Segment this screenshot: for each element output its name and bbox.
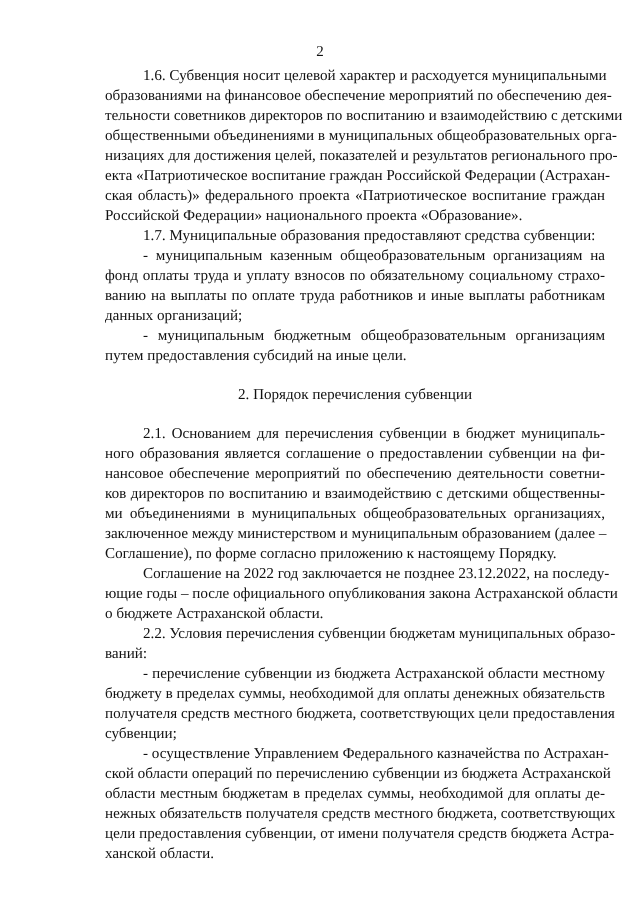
paragraph-line: екта «Патриотическое воспитание граждан Российской Федерации (Астрахан- bbox=[105, 168, 611, 184]
paragraph-line: Соглашение), по форме согласно приложению к настоящему Порядку. bbox=[105, 546, 557, 562]
paragraph-line: 2.2. Условия перечисления субвенции бюджетам муниципальных образо- bbox=[143, 626, 616, 642]
paragraph-line: - муниципальным бюджетным общеобразовательным организациям bbox=[143, 328, 605, 344]
paragraph-line: о бюджете Астраханской области. bbox=[105, 606, 324, 622]
paragraph-line: ской области операций по перечислению субвенции из бюджета Астраханской bbox=[105, 766, 611, 782]
paragraph-line: бюджету в пределах суммы, необходимой для оплаты денежных обязательств bbox=[105, 686, 605, 702]
paragraph-line: ваний: bbox=[105, 646, 148, 662]
paragraph-line: цели предоставления субвенции, от имени получателя средств бюджета Астра- bbox=[105, 826, 615, 842]
paragraph-line: тельности советников директоров по воспитанию и взаимодействию с детскими bbox=[105, 108, 623, 124]
paragraph-line: Российской Федерации» национального проекта «Образование». bbox=[105, 208, 523, 224]
paragraph-line: - осуществление Управлением Федерального казначейства по Астрахан- bbox=[143, 746, 609, 762]
paragraph-line: нансовое обеспечение мероприятий по обеспечению деятельности советни- bbox=[105, 466, 605, 482]
paragraph-line: ская область)» федерального проекта «Патриотическое воспитание граждан bbox=[105, 188, 605, 204]
paragraph-line: ханской области. bbox=[105, 846, 215, 862]
paragraph-line: нежных обязательств получателя средств местного бюджета, соответствующих bbox=[105, 806, 616, 822]
paragraph-line: области местным бюджетам в пределах суммы, необходимой для оплаты де- bbox=[105, 786, 605, 802]
paragraph-line: 1.6. Субвенция носит целевой характер и расходуется муниципальными bbox=[143, 68, 607, 84]
paragraph-line: - перечисление субвенции из бюджета Астраханской области местному bbox=[143, 666, 605, 682]
paragraph-line: субвенции; bbox=[105, 726, 177, 742]
paragraph-line: данных организаций; bbox=[105, 308, 243, 324]
paragraph-line: ков директоров по воспитанию и взаимодействию с детскими общественны- bbox=[105, 486, 605, 502]
paragraph-line: ванию на выплаты по оплате труда работников и иные выплаты работникам bbox=[105, 288, 605, 304]
paragraph-line: заключенное между министерством и муниципальным образованием (далее – bbox=[105, 526, 607, 542]
page-number: 2 bbox=[316, 44, 324, 60]
paragraph-line: путем предоставления субсидий на иные цели. bbox=[105, 348, 407, 364]
paragraph-line: фонд оплаты труда и уплату взносов по обязательному социальному страхо- bbox=[105, 268, 605, 284]
paragraph-line: - муниципальным казенным общеобразовательным организациям на bbox=[143, 248, 605, 264]
paragraph-line: 2.1. Основанием для перечисления субвенции в бюджет муниципаль- bbox=[143, 426, 605, 442]
paragraph-line: общественными объединениями в муниципальных общеобразовательных орга- bbox=[105, 128, 617, 144]
paragraph-line: ми объединениями в муниципальных общеобразовательных организациях, bbox=[105, 506, 605, 522]
paragraph-line: ного образования является соглашение о предоставлении субвенции на фи- bbox=[105, 446, 605, 462]
section-heading: 2. Порядок перечисления субвенции bbox=[237, 387, 473, 403]
paragraph-line: Соглашение на 2022 год заключается не позднее 23.12.2022, на последу- bbox=[143, 566, 610, 582]
paragraph-line: получателя средств местного бюджета, соответствующих цели предоставления bbox=[105, 706, 615, 722]
paragraph-line: 1.7. Муниципальные образования предоставляют средства субвенции: bbox=[143, 228, 596, 244]
paragraph-line: образованиями на финансовое обеспечение мероприятий по обеспечению дея- bbox=[105, 88, 612, 104]
paragraph-line: низациях для достижения целей, показателей и результатов регионального про- bbox=[105, 148, 618, 164]
paragraph-line: ющие годы – после официального опубликования закона Астраханской области bbox=[105, 586, 618, 602]
